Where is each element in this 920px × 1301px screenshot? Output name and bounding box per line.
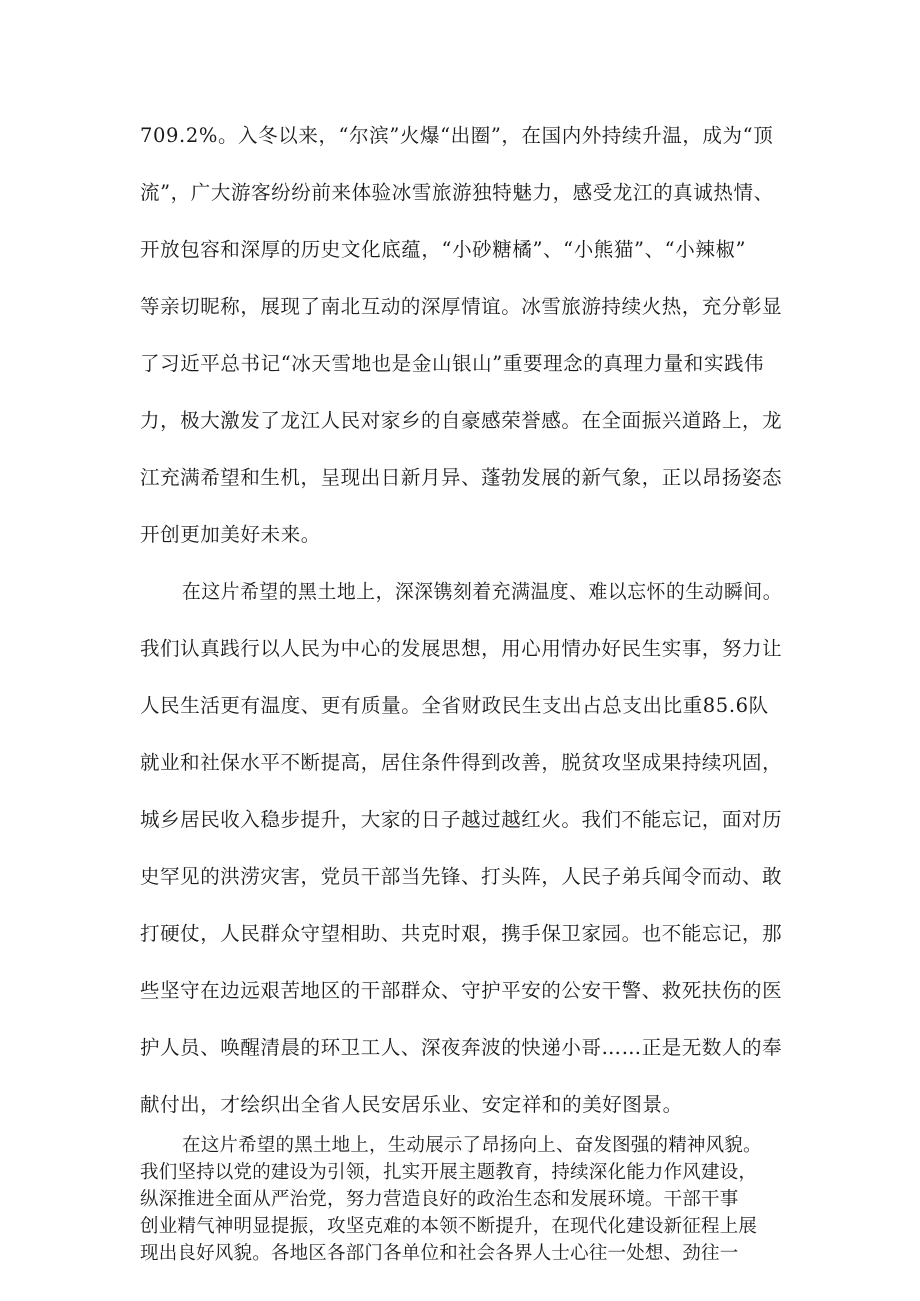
text-line: 现出良好风貌。各地区各部门各单位和社会各界人士心往一处想、劲往一 [140, 1243, 739, 1264]
text-line: 等亲切昵称，展现了南北互动的深厚情谊。冰雪旅游持续火热，充分彰显 [140, 295, 783, 318]
text-line: 打硬仗，人民群众守望相助、共克时艰，携手保卫家园。也不能忘记，那 [140, 922, 783, 945]
text-line: 献付出，才绘织出全省人民安居乐业、安定祥和的美好图景。 [140, 1093, 683, 1116]
text-line: 开创更加美好未来。 [140, 523, 321, 546]
text-line: 开放包容和深厚的历史文化底蕴，“小砂糖橘”、“小熊猫”、“小辣椒” [140, 238, 747, 261]
text-line: 流”，广大游客纷纷前来体验冰雪旅游独特魅力，感受龙江的真诚热情、 [140, 181, 774, 204]
text-line: 709.2%。入冬以来，“尔滨”火爆“出圈”，在国内外持续升温，成为“顶 [140, 124, 774, 147]
text-line: 力，极大激发了龙江人民对家乡的自豪感荣誉感。在全面振兴道路上，龙 [140, 409, 783, 432]
text-line: 我们坚持以党的建设为引领，扎实开展主题教育，持续深化能力作风建设， [140, 1162, 758, 1183]
text-line: 我们认真践行以人民为中心的发展思想，用心用情办好民生实事，努力让 [140, 637, 783, 660]
text-line: 人民生活更有温度、更有质量。全省财政民生支出占总支出比重85.6队 [140, 694, 769, 717]
text-line: 纵深推进全面从严治党，努力营造良好的政治生态和发展环境。干部干事 [140, 1189, 739, 1210]
text-line: 在这片希望的黑土地上，深深镌刻着充满温度、难以忘怀的生动瞬间。 [182, 580, 783, 603]
text-line: 就业和社保水平不断提高，居住条件得到改善，脱贫攻坚成果持续巩固， [140, 751, 783, 774]
text-line: 些坚守在边远艰苦地区的干部群众、守护平安的公安干警、救死扶伤的医 [140, 979, 783, 1002]
text-line: 了习近平总书记“冰天雪地也是金山银山”重要理念的真理力量和实践伟 [140, 352, 765, 375]
text-line: 在这片希望的黑土地上，生动展示了昂扬向上、奋发图强的精神风貌。 [182, 1135, 762, 1156]
text-line: 护人员、唤醒清晨的环卫工人、深夜奔波的快递小哥……正是无数人的奉 [140, 1036, 783, 1059]
text-line: 史罕见的洪涝灾害，党员干部当先锋、打头阵，人民子弟兵闻令而动、敢 [140, 865, 783, 888]
text-line: 创业精气神明显提振，攻坚克难的本领不断提升，在现代化建设新征程上展 [140, 1216, 758, 1237]
text-line: 城乡居民收入稳步提升，大家的日子越过越红火。我们不能忘记，面对历 [140, 808, 783, 831]
text-line: 江充满希望和生机，呈现出日新月异、蓬勃发展的新气象，正以昂扬姿态 [140, 466, 783, 489]
